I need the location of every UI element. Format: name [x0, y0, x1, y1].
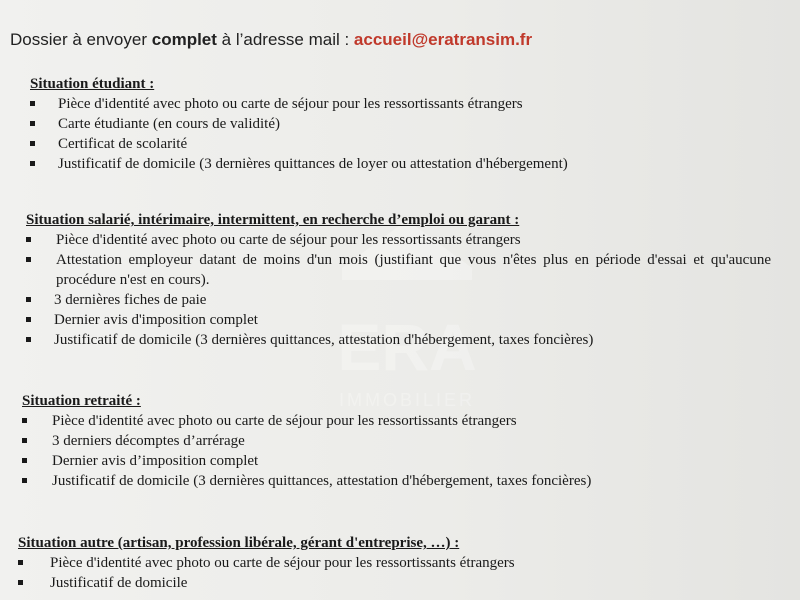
bullet-icon [22, 458, 27, 463]
list-item-text: Attestation employeur datant de moins d'un mois (justifiant que vous n'êtes plus en période d'essai et qu'aucune procédure n'est en cours). [56, 252, 771, 288]
list-item [30, 94, 568, 114]
list-item-text: Justificatif de domicile (3 dernières quittances de loyer ou attestation d'hébergement) [58, 156, 568, 172]
list-item [18, 573, 515, 593]
bullet-icon [26, 317, 31, 322]
list-item [26, 230, 771, 250]
list-item-text: Pièce d'identité avec photo ou carte de séjour pour les ressortissants étrangers [50, 555, 515, 571]
bullet-icon [22, 438, 27, 443]
section-salarie [26, 212, 771, 350]
section-retraite [22, 393, 591, 491]
list-item [30, 134, 568, 154]
list-item-text: Pièce d'identité avec photo ou carte de séjour pour les ressortissants étrangers [56, 232, 521, 248]
header-middle: à l’adresse mail : [216, 30, 354, 49]
header-bold-word: complet [151, 30, 217, 49]
section-autre [18, 535, 515, 593]
header-prefix: Dossier à envoyer [10, 30, 152, 49]
list-item [22, 451, 591, 471]
section-title: Situation étudiant : [30, 76, 155, 92]
list-item [22, 431, 591, 451]
list-item [18, 553, 515, 573]
bullet-icon [18, 580, 23, 585]
list-item [26, 250, 771, 290]
list-item-text: Justificatif de domicile [50, 575, 188, 591]
list-item-text: 3 dernières fiches de paie [54, 292, 207, 308]
list-item-text: Pièce d'identité avec photo ou carte de séjour pour les ressortissants étrangers [58, 96, 523, 112]
list-item [26, 330, 771, 350]
list-item-text: Dernier avis d’imposition complet [52, 453, 259, 469]
list-item-text: Justificatif de domicile (3 dernières quittances, attestation d'hébergement, taxes foncières) [52, 473, 592, 489]
bullet-icon [30, 121, 35, 126]
bullet-icon [18, 560, 23, 565]
header-email: accueil@eratransim.fr [353, 30, 533, 49]
list-item [22, 471, 591, 491]
list-item [30, 154, 568, 174]
bullet-icon [22, 478, 27, 483]
list-item-text: Certificat de scolarité [58, 136, 188, 152]
watermark-subtitle-text: IMMOBILIER [338, 390, 476, 410]
section-title: Situation retraité : [22, 393, 141, 409]
list-item-text: Justificatif de domicile (3 dernières quittances, attestation d'hébergement, taxes foncières) [54, 332, 594, 348]
list-item [30, 114, 568, 134]
list-item [26, 290, 771, 310]
list-item-text: Carte étudiante (en cours de validité) [58, 116, 280, 132]
bullet-icon [30, 161, 35, 166]
bullet-icon [26, 297, 31, 302]
section-title: Situation salarié, intérimaire, intermittent, en recherche d’emploi ou garant : [26, 212, 520, 228]
bullet-icon [30, 101, 35, 106]
bullet-icon [26, 237, 31, 242]
bullet-icon [22, 418, 27, 423]
list-item-text: 3 derniers décomptes d’arrérage [52, 433, 245, 449]
section-title: Situation autre (artisan, profession libérale, gérant d'entreprise, …) : [18, 535, 460, 551]
bullet-icon [26, 337, 31, 342]
list-item-text: Pièce d'identité avec photo ou carte de séjour pour les ressortissants étrangers [52, 413, 517, 429]
bullet-icon [30, 141, 35, 146]
list-item [22, 411, 591, 431]
document-header [10, 30, 532, 50]
section-etudiant [30, 76, 568, 174]
list-item-text: Dernier avis d'imposition complet [54, 312, 258, 328]
watermark-logo-text: ERA [337, 310, 477, 384]
list-item [26, 310, 771, 330]
bullet-icon [26, 257, 31, 262]
